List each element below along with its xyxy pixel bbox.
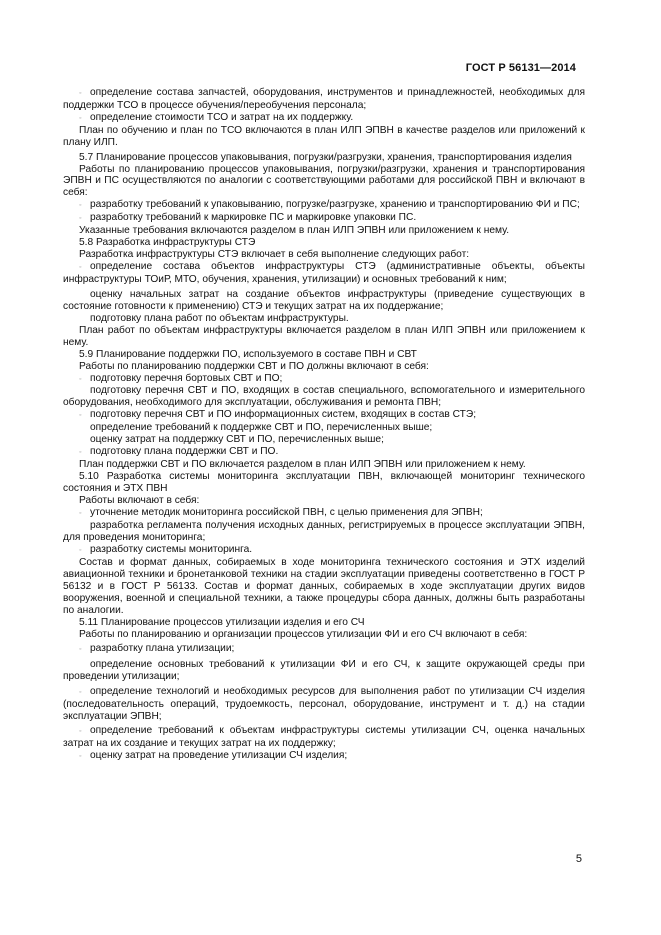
list-marker-icon: ◦	[79, 546, 82, 554]
list-item: ◦ разработку системы мониторинга.	[79, 543, 253, 555]
list-item: ◦ определение состава объектов инфраструктуры СТЭ (административные объекты, объекты инфраструктуры ТОиР, МТО, обучения, хранения, утилизации) и основных требований к ним;	[63, 261, 585, 286]
list-marker-icon: ◦	[79, 114, 82, 122]
list-item: оценку затрат на поддержку СВТ и ПО, перечисленных выше;	[90, 434, 384, 446]
list-item: ◦ разработку плана утилизации;	[79, 643, 235, 655]
list-item: разработка регламента получения исходных данных, регистрируемых в процессе эксплуатации ЭПВН, для проведения мониторинга;	[63, 519, 585, 543]
paragraph: Работы по планированию и организации процессов утилизации ФИ и его СЧ включают в себя:	[79, 628, 528, 640]
list-item: ◦ подготовку плана поддержки СВТ и ПО.	[79, 446, 279, 458]
paragraph: Работы включают в себя:	[79, 495, 200, 507]
list-item: оценку начальных затрат на создание объектов инфраструктуры (приведение существующих в состояние готовности к применению) СТЭ и текущих затрат на их поддержание;	[63, 288, 585, 312]
page-number: 5	[575, 853, 582, 865]
list-marker-icon: ◦	[79, 375, 82, 383]
list-marker-icon: ◦	[79, 215, 82, 223]
paragraph: План по обучению и план по ТСО включаются в план ИЛП ЭПВН в качестве разделов или приложений к плану ИЛП.	[63, 124, 585, 148]
list-item: ◦ подготовку перечня бортовых СВТ и ПО;	[79, 372, 283, 384]
list-marker-icon: ◦	[79, 646, 82, 654]
list-marker-icon: ◦	[79, 90, 82, 97]
section-heading-5-9: 5.9 Планирование поддержки ПО, используемого в составе ПВН и СВТ	[79, 348, 417, 360]
paragraph: Указанные требования включаются разделом в план ИЛП ЭПВН или приложением к нему.	[79, 225, 510, 237]
section-heading-5-7: 5.7 Планирование процессов упаковывания, погрузки/разгрузки, хранения, транспортирования изделия	[79, 151, 572, 163]
list-marker-icon: ◦	[79, 264, 82, 272]
list-item: определение основных требований к утилизации ФИ и его СЧ, к защите окружающей среды при проведении утилизации;	[63, 659, 585, 682]
section-heading-5-10: 5.10 Разработка системы мониторинга эксплуатации ПВН, включающей мониторинг технического состояния и ЭТХ ПВН	[63, 471, 585, 495]
page-body	[63, 87, 585, 763]
paragraph: План работ по объектам инфраструктуры включается разделом в план ИЛП ЭПВН или приложением к нему.	[63, 324, 585, 348]
paragraph: Разработка инфраструктуры СТЭ включает в себя выполнение следующих работ:	[79, 249, 470, 261]
list-item: ◦ уточнение методик мониторинга российской ПВН, с целью применения для ЭПВН;	[79, 507, 483, 518]
paragraph: Работы по планированию процессов упаковывания, погрузки/разгрузки, хранения и транспортирования ЭПВН и ПС осуществляются по аналогии с соответствующими работами для российской ПВН и включают в себя:	[63, 163, 585, 199]
list-item: ◦ определение требований к объектам инфраструктуры системы утилизации СЧ, оценка начальных затрат на их создание и текущих затрат на их поддержку;	[63, 725, 585, 750]
paragraph: План поддержки СВТ и ПО включается разделом в план ИЛП ЭПВН или приложением к нему.	[79, 459, 526, 471]
list-item: ◦ оценку затрат на проведение утилизации СЧ изделия;	[79, 750, 348, 762]
section-heading-5-11: 5.11 Планирование процессов утилизации изделия и его СЧ	[79, 616, 365, 628]
paragraph: Работы по планированию поддержки СВТ и ПО должны включают в себя:	[79, 360, 429, 372]
list-item: подготовку плана работ по объектам инфраструктуры.	[90, 312, 349, 324]
list-marker-icon: ◦	[79, 753, 82, 761]
list-item: ◦ подготовку перечня СВТ и ПО информационных систем, входящих в состав СТЭ;	[79, 409, 477, 421]
list-marker-icon: ◦	[79, 688, 82, 696]
list-item: ◦ разработку требований к упаковыванию, погрузке/разгрузке, хранению и транспортированию ФИ и ПС;	[79, 199, 580, 211]
list-item: подготовку перечня СВТ и ПО, входящих в состав специального, вспомогательного и измерительного оборудования, необходимого для эксплуатации, обслуживания и ремонта ПВН;	[63, 385, 585, 409]
doc-code-header: ГОСТ Р 56131—2014	[465, 62, 576, 74]
list-item: определение требований к поддержке СВТ и ПО, перечисленных выше;	[90, 422, 433, 434]
list-item: ◦ разработку требований к маркировке ПС и маркировке упаковки ПС.	[79, 212, 417, 224]
list-marker-icon: ◦	[79, 728, 82, 736]
list-item: ◦ определение технологий и необходимых ресурсов для выполнения работ по утилизации СЧ изделия (последовательность операций, трудоемкость, персонал, оборудование, инструмент и т. д.) на стадии эксплуатации ЭПВН;	[63, 685, 585, 722]
list-item: ◦ определение состава запчастей, оборудования, инструментов и принадлежностей, необходимых для поддержки ТСО в процессе обучения/переобучения персонала;	[63, 87, 585, 111]
paragraph: Состав и формат данных, собираемых в ходе мониторинга технического состояния и ЭТХ изделий авиационной техники и бронетанковой техники на стадии эксплуатации приведены соответственно в ГОСТ Р 56132 и в ГОСТ Р 56133. Состав и формат данных, собираемых в ходе эксплуатации других видов вооружения, военной и специальной техники, а также процедуры сбора данных, должны быть разработаны по аналогии.	[63, 556, 585, 616]
list-item: ◦ определение стоимости ТСО и затрат на их поддержку.	[79, 111, 354, 123]
list-marker-icon: ◦	[79, 412, 82, 420]
list-marker-icon: ◦	[79, 449, 82, 457]
list-marker-icon: ◦	[79, 510, 82, 517]
section-heading-5-8: 5.8 Разработка инфраструктуры СТЭ	[79, 237, 256, 249]
list-marker-icon: ◦	[79, 202, 82, 210]
